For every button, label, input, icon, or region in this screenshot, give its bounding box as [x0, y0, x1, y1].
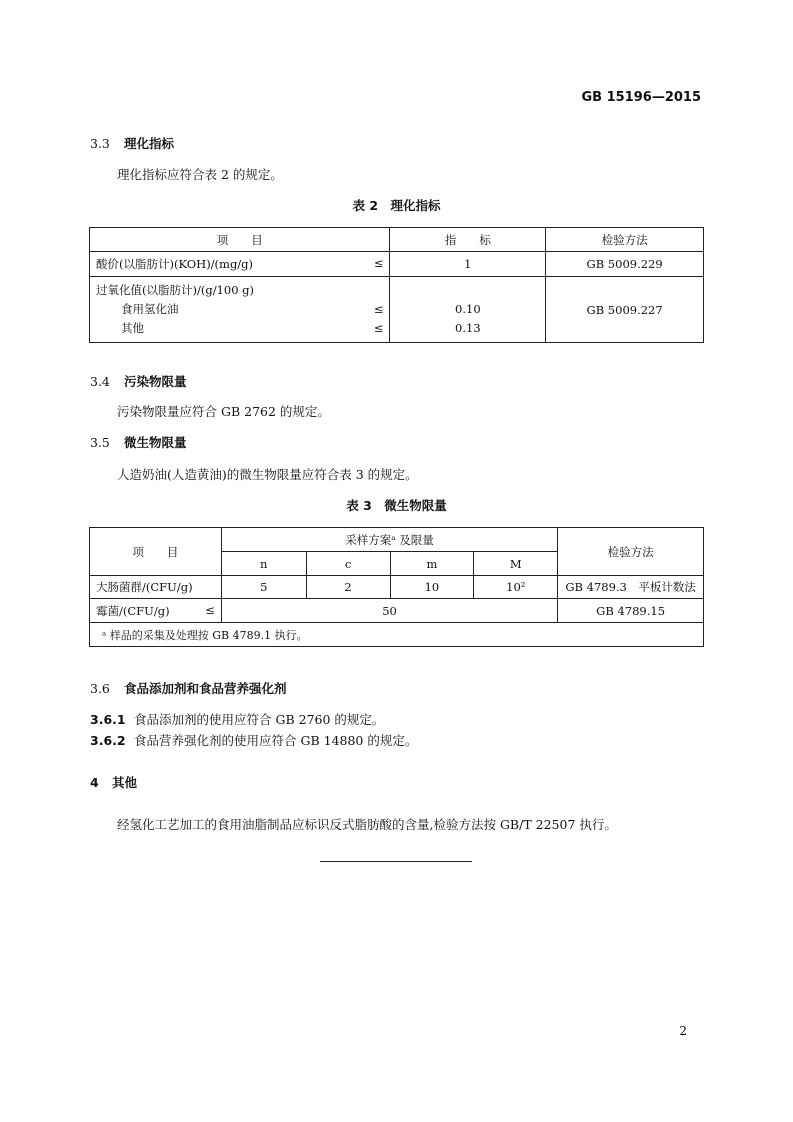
subsection-text: 食品营养强化剂的使用应符合 GB 14880 的规定。 — [134, 733, 418, 748]
section-3-3-heading — [90, 134, 174, 152]
header-m-upper: M — [474, 552, 558, 576]
subsection-text: 食品添加剂的使用应符合 GB 2760 的规定。 — [134, 712, 385, 727]
standard-id: GB 15196—2015 — [581, 90, 701, 105]
mold-cell — [90, 599, 222, 623]
section-4-text: 经氢化工艺加工的食用油脂制品应标识反式脂肪酸的含量,检验方法按 GB/T 22507 执行。 — [117, 817, 617, 832]
subsection-number: 3.6.2 — [90, 733, 126, 748]
acid-value-cell — [90, 252, 390, 277]
end-rule — [320, 861, 472, 862]
table-row — [90, 252, 704, 277]
section-number: 3.3 — [90, 136, 110, 151]
coliform-n: 5 — [221, 576, 306, 599]
table-3-caption: 表 3 微生物限量 — [346, 498, 447, 513]
table-footnote-row — [90, 623, 704, 647]
header-method: 检验方法 — [546, 228, 704, 252]
header-n: n — [221, 552, 306, 576]
mold-value: 50 — [221, 599, 557, 623]
subsection-number: 3.6.1 — [90, 712, 126, 727]
section-title: 其他 — [112, 775, 138, 790]
leq-symbol: ≤ — [373, 256, 384, 270]
header-m-lower: m — [390, 552, 474, 576]
header-c: c — [306, 552, 390, 576]
section-4-heading — [90, 773, 137, 791]
peroxide-method: GB 5009.227 — [546, 277, 704, 343]
subsection-3-6-1 — [90, 710, 384, 728]
subsection-3-6-2 — [90, 731, 417, 749]
mold-label: 霉菌/(CFU/g) — [96, 603, 170, 618]
table-2 — [89, 227, 704, 343]
mold-method: GB 4789.15 — [558, 599, 704, 623]
coliform-M: 10² — [474, 576, 558, 599]
section-3-5-heading — [90, 433, 187, 451]
hydrogenated-oil-row — [96, 300, 383, 319]
hydrogenated-oil-value: 0.10 — [455, 302, 481, 316]
section-title: 食品添加剂和食品营养强化剂 — [124, 681, 287, 696]
section-title: 微生物限量 — [124, 435, 187, 450]
leq-symbol: ≤ — [205, 602, 215, 617]
table-3 — [89, 527, 704, 647]
table-header-row — [90, 228, 704, 252]
table-2-caption: 表 2 理化指标 — [352, 198, 441, 213]
section-title: 污染物限量 — [124, 374, 187, 389]
table-header-row — [90, 528, 704, 552]
other-label: 其他 — [121, 321, 144, 335]
coliform-method: GB 4789.3 平板计数法 — [558, 576, 704, 599]
section-3-5-text: 人造奶油(人造黄油)的微生物限量应符合表 3 的规定。 — [117, 467, 418, 482]
acid-value-indicator: 1 — [390, 252, 546, 277]
header-item: 项 目 — [90, 528, 222, 576]
hydrogenated-oil-label: 食用氢化油 — [121, 302, 179, 316]
peroxide-label: 过氧化值(以脂肪计)/(g/100 g) — [96, 283, 255, 297]
page-number: 2 — [679, 1024, 687, 1038]
leq-symbol: ≤ — [373, 321, 384, 335]
coliform-m: 10 — [390, 576, 474, 599]
other-value: 0.13 — [455, 321, 481, 335]
table-footnote: ᵃ 样品的采集及处理按 GB 4789.1 执行。 — [90, 623, 704, 647]
peroxide-cell — [90, 277, 390, 343]
header-sampling-plan: 采样方案ᵃ 及限量 — [221, 528, 557, 552]
header-indicator: 指 标 — [390, 228, 546, 252]
leq-symbol: ≤ — [373, 302, 384, 316]
coliform-c: 2 — [306, 576, 390, 599]
section-number: 4 — [90, 775, 99, 790]
header-item: 项 目 — [90, 228, 390, 252]
section-3-3-text: 理化指标应符合表 2 的规定。 — [117, 167, 283, 182]
acid-value-method: GB 5009.229 — [546, 252, 704, 277]
table-row — [90, 576, 704, 599]
section-number: 3.5 — [90, 435, 110, 450]
section-number: 3.6 — [90, 681, 110, 696]
section-title: 理化指标 — [124, 136, 175, 151]
section-3-6-heading — [90, 679, 287, 697]
acid-value-label: 酸价(以脂肪计)(KOH)/(mg/g) — [96, 257, 254, 271]
coliform-label: 大肠菌群/(CFU/g) — [90, 576, 222, 599]
other-row — [96, 319, 383, 338]
section-number: 3.4 — [90, 374, 110, 389]
peroxide-indicator-cell — [390, 277, 546, 343]
header-method: 检验方法 — [558, 528, 704, 576]
table-row — [90, 277, 704, 343]
section-3-4-text: 污染物限量应符合 GB 2762 的规定。 — [117, 404, 330, 419]
section-3-4-heading — [90, 372, 187, 390]
table-row — [90, 599, 704, 623]
